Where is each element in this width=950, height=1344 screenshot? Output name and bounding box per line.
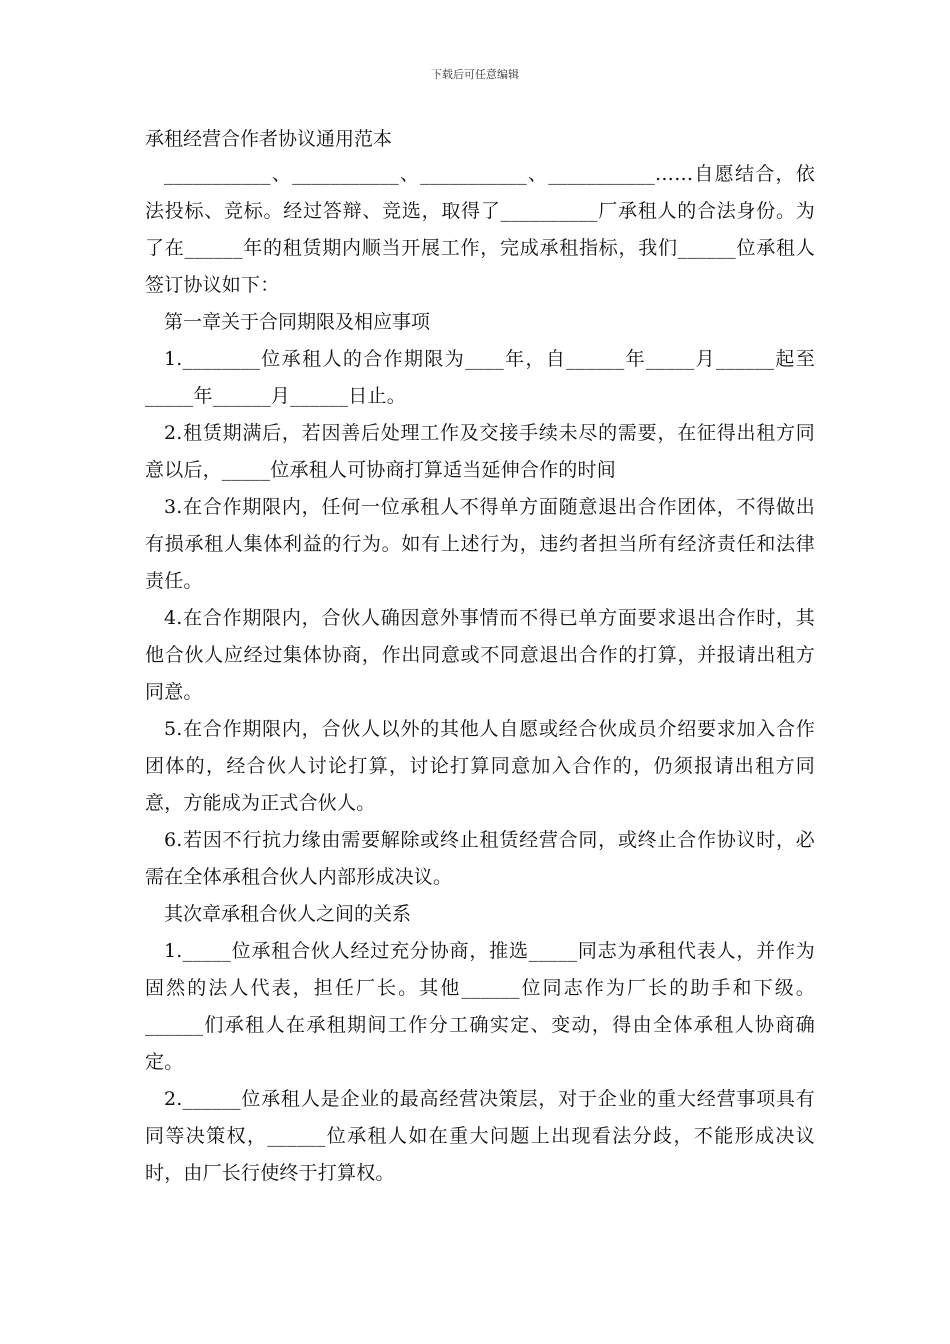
chapter-2-heading: 其次章承租合伙人之间的关系: [164, 903, 412, 925]
chapter-1-heading: 第一章关于合同期限及相应事项: [164, 311, 431, 333]
chapter-1-item-1: 1.________位承租人的合作期限为____年，自______年_____月______起至_____年______月______日止。: [145, 348, 815, 407]
document-title: 承租经营合作者协议通用范本: [145, 128, 393, 150]
chapter-2-item-1: 1._____位承租合伙人经过充分协商，推选_____同志为承租代表人，并作为固然的法人代表，担任厂长。其他______位同志作为厂长的助手和下级。______们承租人在承租期间工作分工确实定、变动，得由全体承租人协商确定。: [145, 940, 815, 1073]
chapter-1-item-2: 2.租赁期满后，若因善后处理工作及交接手续未尽的需要，在征得出租方同意以后，_____位承租人可协商打算适当延伸合作的时间: [145, 422, 815, 481]
chapter-1-item-4: 4.在合作期限内，合伙人确因意外事情而不得已单方面要求退出合作时，其他合伙人应经过集体协商，作出同意或不同意退出合作的打算，并报请出租方同意。: [145, 607, 815, 703]
document-body: [145, 122, 815, 1192]
chapter-2-item-2: 2.______位承租人是企业的最高经营决策层，对于企业的重大经营事项具有同等决策权，______位承租人如在重大问题上出现看法分歧，不能形成决议时，由厂长行使终于打算权。: [145, 1088, 815, 1184]
chapter-1-item-3: 3.在合作期限内，任何一位承租人不得单方面随意退出合作团体，不得做出有损承租人集体利益的行为。如有上述行为，违约者担当所有经济责任和法律责任。: [145, 496, 815, 592]
intro-paragraph: ___________、___________、___________、___________……自愿结合，依法投标、竞标。经过答辩、竞选，取得了__________厂承租人的合法身份。为了在______年的租赁期内顺当开展工作，完成承租指标，我们______位承租人签订协议如下：: [145, 163, 815, 296]
header-note: 下载后可任意编辑: [431, 68, 519, 81]
chapter-1-item-5: 5.在合作期限内，合伙人以外的其他人自愿或经合伙成员介绍要求加入合作团体的，经合伙人讨论打算，讨论打算同意加入合作的，仍须报请出租方同意，方能成为正式合伙人。: [145, 718, 815, 814]
chapter-1-item-6: 6.若因不行抗力缘由需要解除或终止租赁经营合同，或终止合作协议时，必需在全体承租合伙人内部形成决议。: [145, 829, 815, 888]
